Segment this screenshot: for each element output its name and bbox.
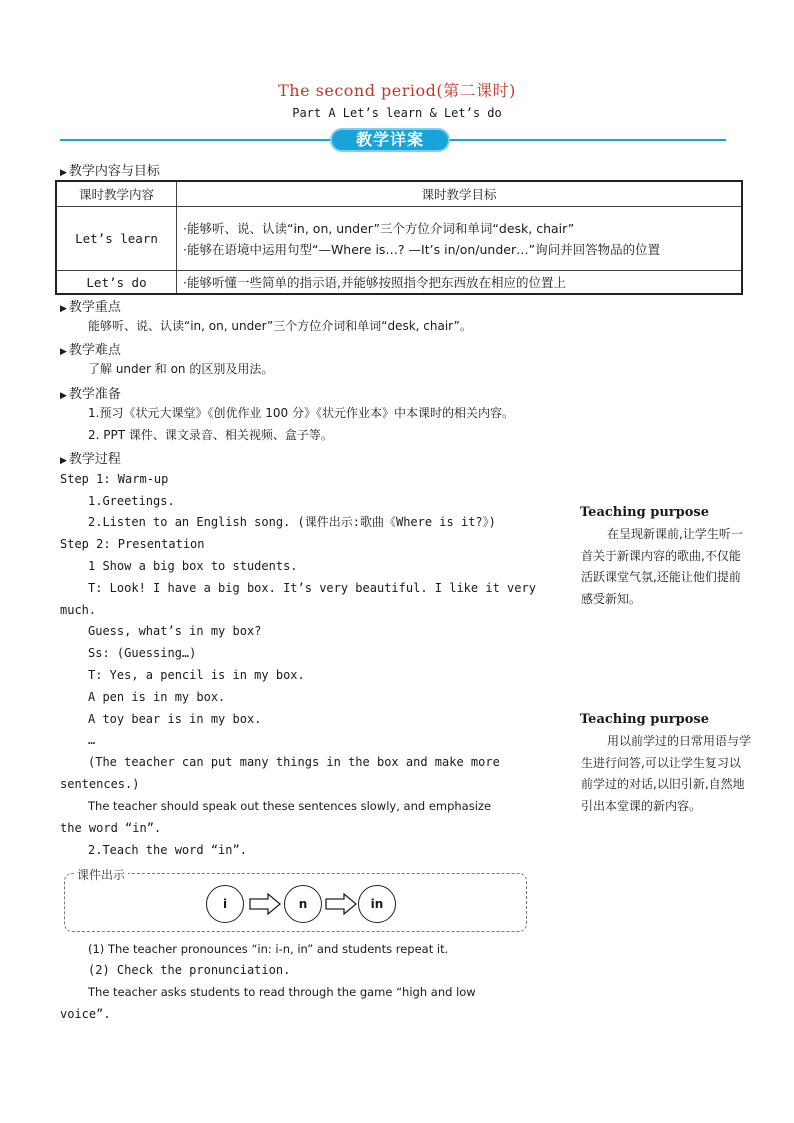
- process-line: The teacher should speak out these sentences slowly, and emphasize: [88, 799, 492, 813]
- letter-circle: i: [206, 885, 244, 923]
- process-line: the word “in”.: [60, 821, 162, 835]
- table-row: [56, 271, 742, 295]
- process-line: 2.Teach the word “in”.: [88, 843, 247, 857]
- section-heading-focus: ▶ 教学重点: [60, 300, 121, 315]
- purpose-text: 在呈现新课前,让学生听一首关于新课内容的歌曲,不仅能活跃课堂气氛,还能让他们提前感受新知。: [581, 527, 743, 606]
- section-heading-difficulty: ▶ 教学难点: [60, 343, 121, 358]
- table-cell: Let’s learn: [56, 207, 177, 271]
- process-line: 2.Listen to an English song. (课件出示:歌曲《Where is it?》): [88, 515, 496, 529]
- process-line: voice”.: [60, 1007, 111, 1021]
- process-line: Step 1: Warm-up: [60, 472, 169, 486]
- table-cell: Let’s do: [56, 271, 177, 295]
- process-line: Ss: (Guessing…): [88, 646, 197, 660]
- purpose-heading: Teaching purpose: [580, 505, 709, 520]
- prep-item: 1.预习《状元大课堂》《创优作业 100 分》《状元作业本》中本课时的相关内容。: [88, 406, 514, 420]
- difficulty-text: 了解 under 和 on 的区别及用法。: [88, 362, 274, 376]
- arrow-right-icon: [249, 893, 281, 915]
- process-line: The teacher asks students to read through the game “high and low: [88, 985, 476, 999]
- table-cell: ·能够听懂一些简单的指示语,并能够按照指令把东西放在相应的位置上: [177, 271, 743, 295]
- process-line: A toy bear is in my box.: [88, 712, 262, 726]
- letter-circle: in: [358, 885, 396, 923]
- process-line: sentences.): [60, 777, 140, 791]
- goals-table: [55, 180, 743, 295]
- letter-circle: n: [284, 885, 322, 923]
- process-line: T: Yes, a pencil is in my box.: [88, 668, 305, 682]
- process-line: …: [88, 733, 96, 747]
- table-header-cell: 课时教学目标: [177, 181, 743, 207]
- focus-text: 能够听、说、认读“in, on, under”三个方位介词和单词“desk, chair”。: [88, 319, 472, 333]
- table-row: [56, 207, 742, 271]
- process-line: Guess, what’s in my box?: [88, 624, 262, 638]
- table-header-row: [56, 181, 742, 207]
- process-line: A pen is in my box.: [88, 690, 226, 704]
- goal-item: ·能够在语境中运用句型“—Where is…? —It’s in/on/under…”询问并回答物品的位置: [183, 241, 661, 257]
- process-line: much.: [60, 603, 97, 617]
- page-title: The second period(第二课时): [278, 81, 516, 100]
- purpose-heading: Teaching purpose: [580, 712, 709, 727]
- process-line: T: Look! I have a big box. It’s very beautiful. I like it very: [88, 581, 536, 595]
- process-line: (2) Check the pronunciation.: [88, 963, 291, 977]
- banner-label: 教学详案: [355, 130, 424, 149]
- process-line: 1 Show a big box to students.: [88, 559, 298, 573]
- goal-item: ·能够听、说、认读“in, on, under”三个方位介词和单词“desk, chair”: [183, 220, 575, 236]
- page-subtitle: Part A Let’s learn & Let’s do: [292, 106, 502, 120]
- section-heading-goals: ▶ 教学内容与目标: [60, 164, 160, 179]
- prep-item: 2. PPT 课件、课文录音、相关视频、盒子等。: [88, 428, 333, 442]
- section-heading-process: ▶ 教学过程: [60, 452, 121, 467]
- arrow-right-icon: [325, 893, 357, 915]
- process-line: Step 2: Presentation: [60, 537, 205, 551]
- process-line: (1) The teacher pronounces “in: i-n, in” and students repeat it.: [88, 942, 449, 956]
- table-header-cell: 课时教学内容: [56, 181, 177, 207]
- section-heading-prep: ▶ 教学准备: [60, 387, 121, 402]
- process-line: 1.Greetings.: [88, 494, 175, 508]
- courseware-label: 课件出示: [74, 866, 128, 883]
- purpose-text: 用以前学过的日常用语与学生进行问答,可以让学生复习以前学过的对话,以旧引新,自然地引出本堂课的新内容。: [581, 734, 752, 813]
- process-line: (The teacher can put many things in the box and make more: [88, 755, 500, 769]
- table-cell: [177, 207, 743, 271]
